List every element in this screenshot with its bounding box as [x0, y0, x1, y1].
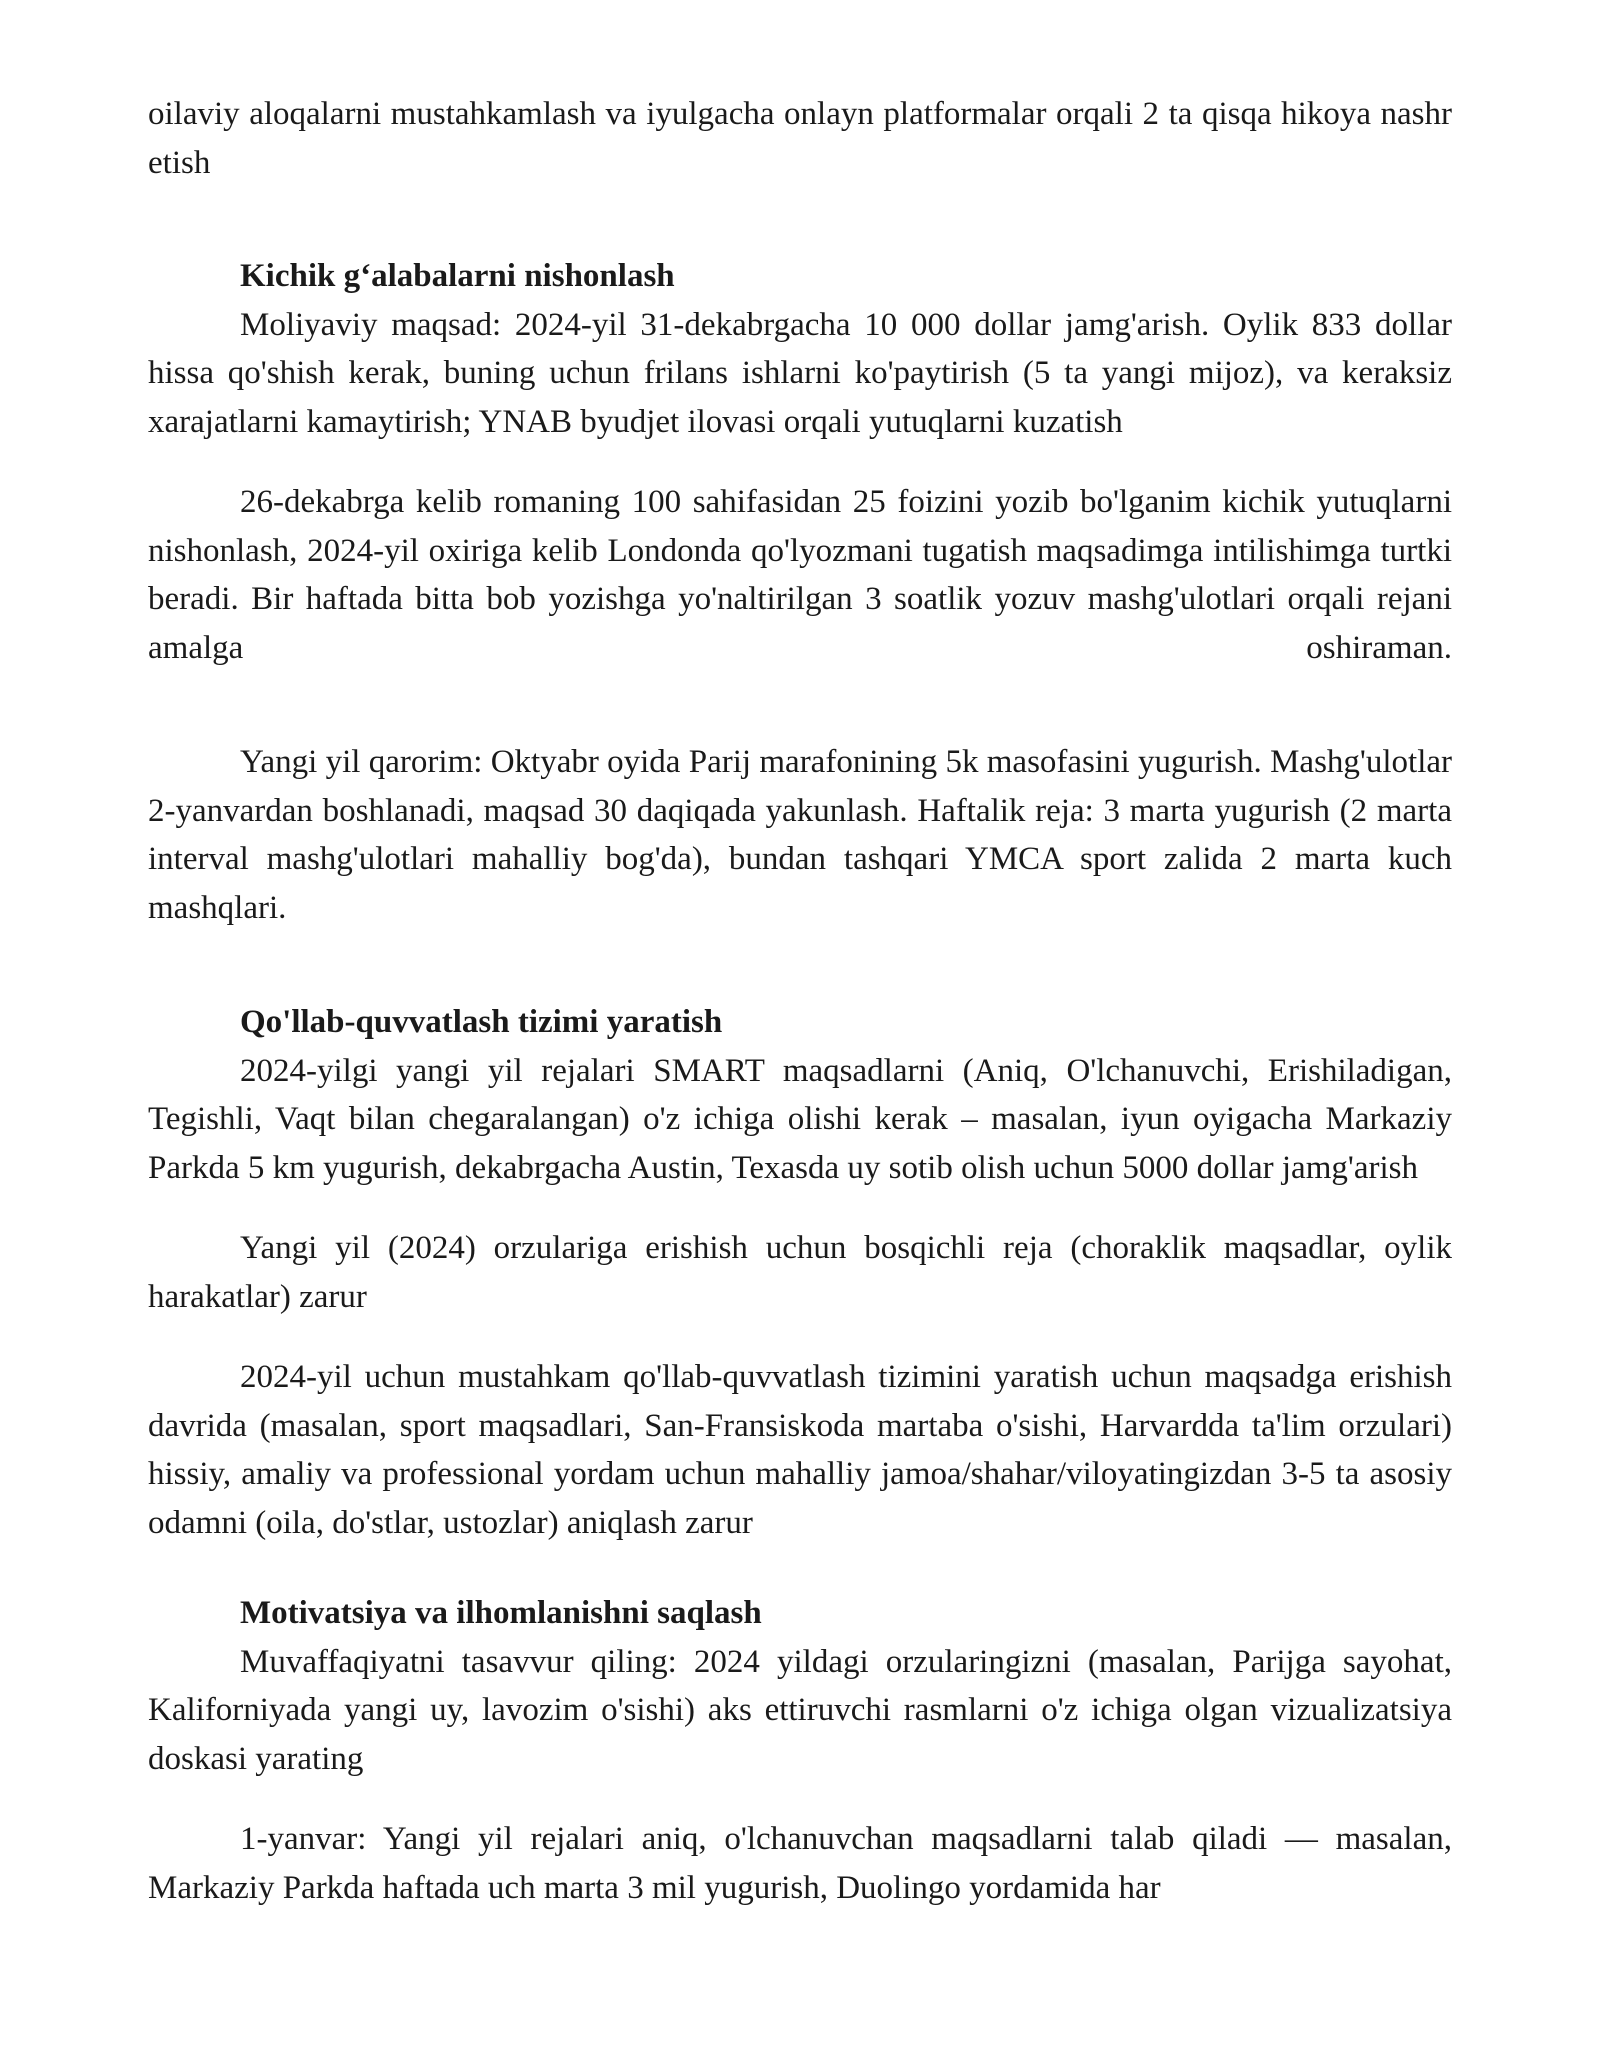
spacer: [148, 1547, 1452, 1589]
paragraph-new-year-plans: 1-yanvar: Yangi yil rejalari aniq, o'lchanuvchan maqsadlarni talab qiladi — masalan, Markaziy Parkda haftada uch marta 3 mil yugurish, Duolingo yordamida har: [148, 1821, 1452, 1906]
spacer: [148, 446, 1452, 478]
paragraph-support-network: 2024-yil uchun mustahkam qo'llab-quvvatlash tizimini yaratish uchun maqsadga erishish davrida (masalan, sport maqsadlari, San-Fransiskoda martaba o'sishi, Harvardda ta'lim orzulari) hissiy, amaliy va professional yordam uchun mahalliy jamoa/shahar/viloyatingizdan 3-5 ta asosiy odamni (oila, do'stlar, ustozlar) aniqlash zarur: [148, 1359, 1452, 1541]
paragraph-staged-plan: Yangi yil (2024) orzulariga erishish uchun bosqichli reja (choraklik maqsadlar, oylik harakatlar) zarur: [148, 1230, 1452, 1315]
paragraph-smart-goals: 2024-yilgi yangi yil rejalari SMART maqsadlarni (Aniq, O'lchanuvchi, Erishiladigan, Tegishli, Vaqt bilan chegaralangan) o'z ichiga olishi kerak – masalan, iyun oyigacha Markaziy Parkda 5 km yugurish, dekabrgacha Austin, Texasda uy sotib olish uchun 5000 dollar jamg'arish: [148, 1052, 1452, 1186]
spacer: [148, 672, 1452, 738]
spacer: [148, 932, 1452, 998]
document-page: [148, 90, 1452, 1912]
spacer: [148, 187, 1452, 252]
section-heading-support-system: Qo'llab-quvvatlash tizimi yaratish: [240, 1004, 723, 1040]
section-heading-motivation: Motivatsiya va ilhomlanishni saqlash: [240, 1595, 762, 1631]
spacer: [148, 1321, 1452, 1353]
paragraph-vision-board: Muvaffaqiyatni tasavvur qiling: 2024 yildagi orzularingizni (masalan, Parijga sayohat, Kaliforniyada yangi uy, lavozim o'sishi) aks ettiruvchi rasmlarni o'z ichiga olgan vizualizatsiya doskasi yarating: [148, 1643, 1452, 1777]
spacer: [148, 1192, 1452, 1224]
section-heading-small-wins: Kichik g‘alabalarni nishonlash: [240, 258, 675, 294]
paragraph-marathon-resolution: Yangi yil qarorim: Oktyabr oyida Parij marafonining 5k masofasini yugurish. Mashg'ulotlar 2-yanvardan boshlanadi, maqsad 30 daqiqada yakunlash. Haftalik reja: 3 marta yugurish (2 marta interval mashg'ulotlari mahalliy bog'da), bundan tashqari YMCA sport zalida 2 marta kuch mashqlari.: [148, 744, 1452, 926]
paragraph-novel-progress: 26-dekabrga kelib romaning 100 sahifasidan 25 foizini yozib bo'lganim kichik yutuqlarni nishonlash, 2024-yil oxiriga kelib Londonda qo'lyozmani tugatish maqsadimga intilishimga turtki beradi. Bir haftada bitta bob yozishga yo'naltirilgan 3 soatlik yozuv mashg'ulotlari orqali rejani amalga oshiraman.: [148, 484, 1452, 666]
spacer: [148, 1783, 1452, 1815]
paragraph-financial-goal: Moliyaviy maqsad: 2024-yil 31-dekabrgacha 10 000 dollar jamg'arish. Oylik 833 dollar hissa qo'shish kerak, buning uchun frilans ishlarni ko'paytirish (5 ta yangi mijoz), va keraksiz xarajatlarni kamaytirish; YNAB byudjet ilovasi orqali yutuqlarni kuzatish: [148, 306, 1452, 440]
paragraph-intro: oilaviy aloqalarni mustahkamlash va iyulgacha onlayn platformalar orqali 2 ta qisqa hikoya nashr etish: [148, 96, 1452, 181]
